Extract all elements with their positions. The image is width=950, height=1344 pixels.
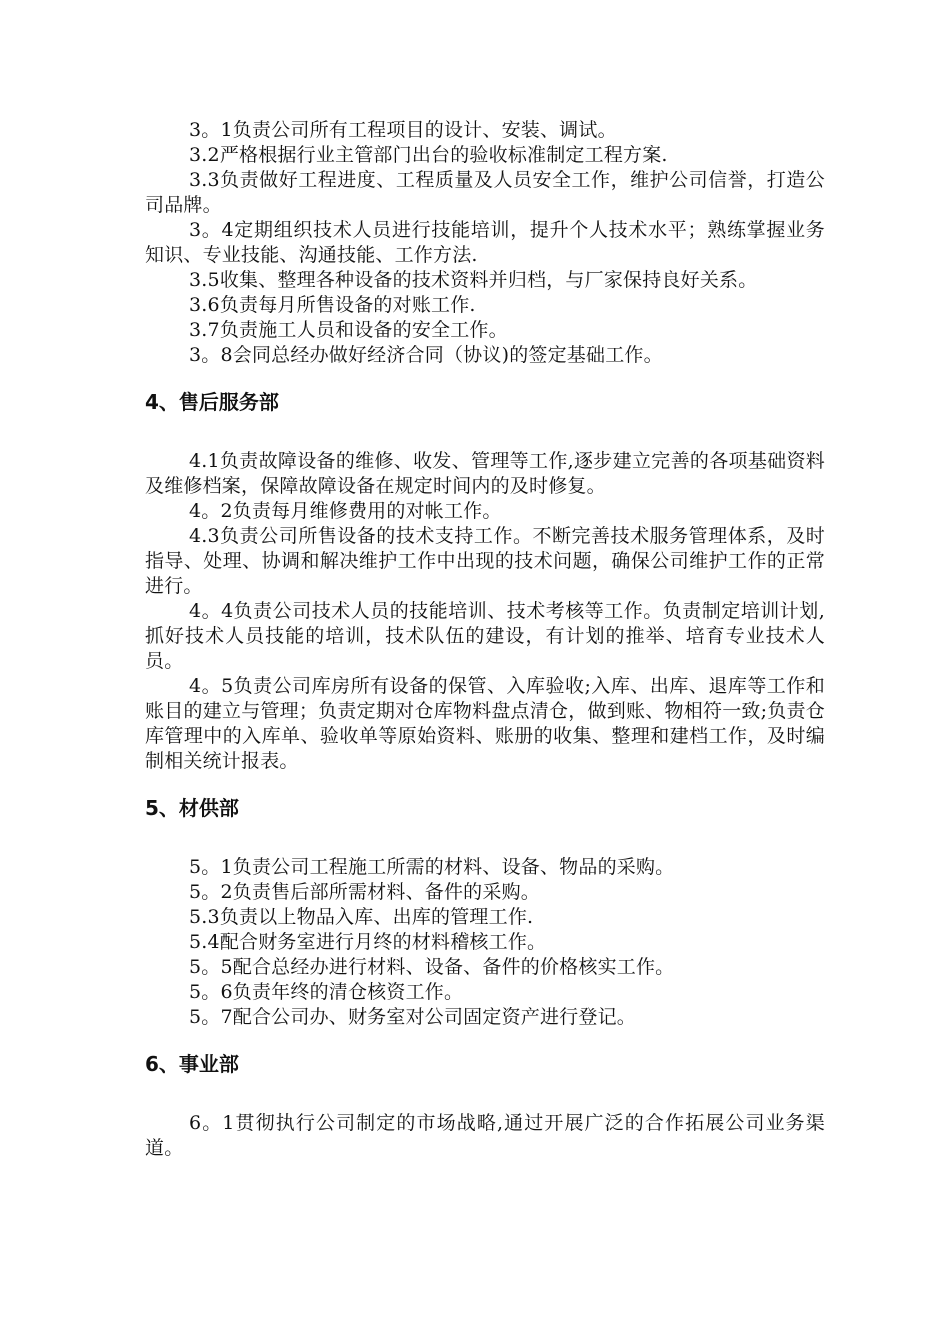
document-page xyxy=(145,118,825,1161)
item-4-3: 4.3负责公司所售设备的技术支持工作。不断完善技术服务管理体系，及时指导、处理、协调和解决维护工作中出现的技术问题，确保公司维护工作的正常进行。 xyxy=(145,525,825,597)
section-5-heading: 5、材供部 xyxy=(145,796,239,820)
item-6-1: 6。1贯彻执行公司制定的市场战略,通过开展广泛的合作拓展公司业务渠道。 xyxy=(145,1112,825,1159)
section-6 xyxy=(145,1111,825,1161)
item-4-2: 4。2负责每月维修费用的对帐工作。 xyxy=(189,500,502,522)
section-5 xyxy=(145,855,825,1030)
item-3-5: 3.5收集、整理各种设备的技术资料并归档，与厂家保持良好关系。 xyxy=(189,269,758,291)
item-3-7: 3.7负责施工人员和设备的安全工作。 xyxy=(189,319,508,341)
item-3-8: 3。8会同总经办做好经济合同（协议)的签定基础工作。 xyxy=(189,344,663,366)
item-3-2: 3.2严格根据行业主管部门出台的验收标准制定工程方案. xyxy=(189,144,668,166)
item-4-5: 4。5负责公司库房所有设备的保管、入库验收;入库、出库、退库等工作和账目的建立与管理；负责定期对仓库物料盘点清仓，做到账、物相符一致;负责仓库管理中的入库单、验收单等原始资料、账册的收集、整理和建档工作，及时编制相关统计报表。 xyxy=(145,675,825,772)
item-4-4: 4。4负责公司技术人员的技能培训、技术考核等工作。负责制定培训计划,抓好技术人员技能的培训，技术队伍的建设，有计划的推举、培育专业技术人员。 xyxy=(145,600,825,672)
item-3-4: 3。4定期组织技术人员进行技能培训，提升个人技术水平；熟练掌握业务知识、专业技能、沟通技能、工作方法. xyxy=(145,219,825,266)
item-3-3: 3.3负责做好工程进度、工程质量及人员安全工作，维护公司信誉，打造公司品牌。 xyxy=(145,169,825,216)
item-5-6: 5。6负责年终的清仓核资工作。 xyxy=(189,981,464,1003)
item-5-1: 5。1负责公司工程施工所需的材料、设备、物品的采购。 xyxy=(189,856,675,878)
item-5-2: 5。2负责售后部所需材料、备件的采购。 xyxy=(189,881,540,903)
section-3 xyxy=(145,118,825,368)
item-5-7: 5。7配合公司办、财务室对公司固定资产进行登记。 xyxy=(189,1006,636,1028)
item-5-5: 5。5配合总经办进行材料、设备、备件的价格核实工作。 xyxy=(189,956,675,978)
section-4-heading: 4、售后服务部 xyxy=(145,390,279,414)
item-4-1: 4.1负责故障设备的维修、收发、管理等工作,逐步建立完善的各项基础资料及维修档案，保障故障设备在规定时间内的及时修复。 xyxy=(145,450,825,497)
item-3-6: 3.6负责每月所售设备的对账工作. xyxy=(189,294,476,316)
item-5-3: 5.3负责以上物品入库、出库的管理工作. xyxy=(189,906,534,928)
section-6-heading: 6、事业部 xyxy=(145,1052,239,1076)
section-4 xyxy=(145,449,825,774)
item-3-1: 3。1负责公司所有工程项目的设计、安装、调试。 xyxy=(189,119,617,141)
item-5-4: 5.4配合财务室进行月终的材料稽核工作。 xyxy=(189,931,547,953)
